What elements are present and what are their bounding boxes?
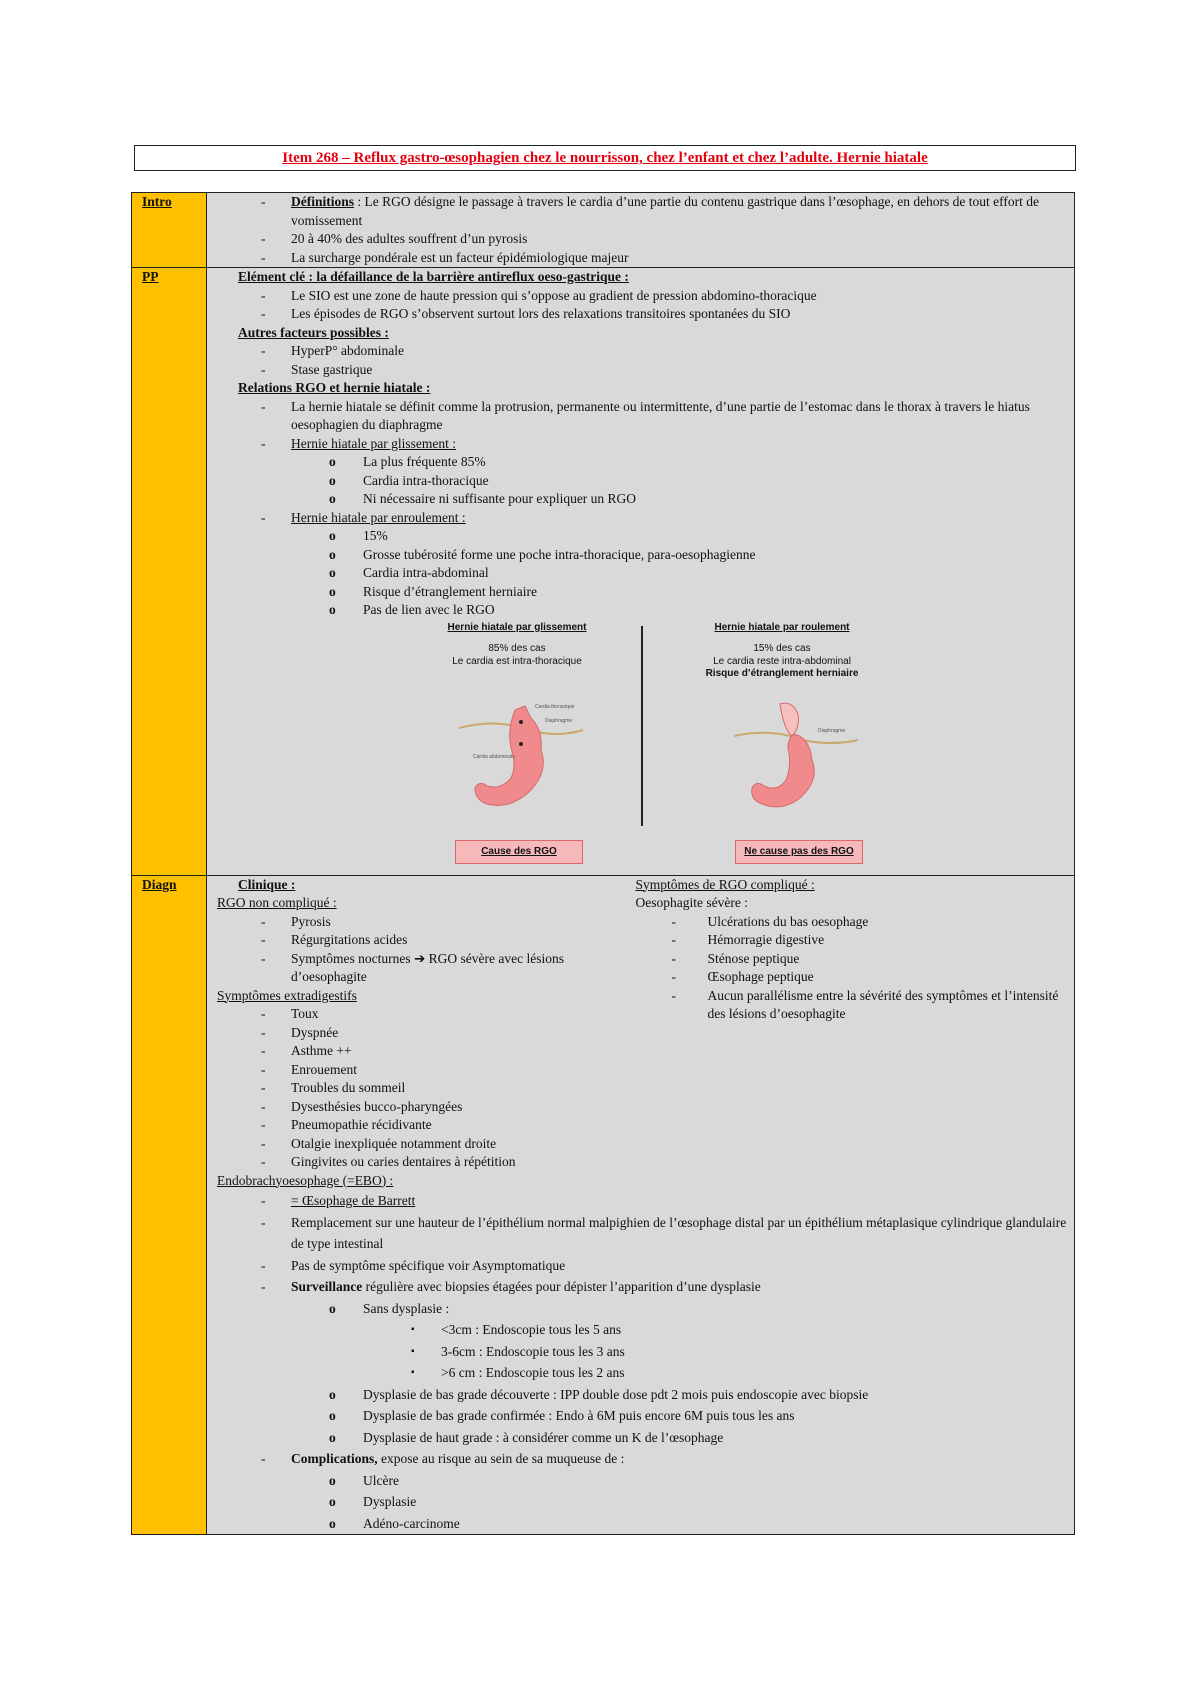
list-item (207, 193, 1074, 230)
stomach-rolling-illustration (732, 700, 862, 820)
list-item: - Régurgitations acides (207, 931, 636, 950)
stomach-sliding-illustration (457, 700, 587, 820)
key-heading: Elément clé : la défaillance de la barrière antireflux oeso-gastrique : (238, 269, 629, 284)
course-table (131, 192, 1075, 1535)
complications-term: Complications, (291, 1451, 378, 1466)
list-item: - Symptômes nocturnes ➔ RGO sévère avec lésions d’oesophagite (207, 950, 636, 987)
list-item: - Le SIO est une zone de haute pression qui s’oppose au gradient de pression abdomino-thoracique (207, 287, 1074, 306)
content-intro (207, 193, 1075, 268)
non-complique-heading: RGO non compliqué : (217, 895, 337, 910)
diagram-label-cardia-abdominale: Cardia abdominale (473, 753, 515, 760)
diagram-label-diaphragme-right: Diaphragme (818, 727, 846, 734)
list-item: ▪ <3cm : Endoscopie tous les 5 ans (207, 1319, 1074, 1341)
list-item: o Ni nécessaire ni suffisante pour expliquer un RGO (207, 490, 1074, 509)
list-item: o Cardia intra-abdominal (207, 564, 1074, 583)
list-item: - Dyspnée (207, 1024, 636, 1043)
list-item: - Ulcérations du bas oesophage (636, 913, 1074, 932)
left-diagram-caption (432, 622, 602, 669)
right-diagram-desc: Le cardia reste intra-abdominal (713, 655, 851, 667)
right-diagram-risk: Risque d’étranglement herniaire (705, 668, 859, 679)
list-item (207, 1190, 1074, 1212)
hiatal-hernia-diagram (207, 622, 1074, 875)
list-item: o Dysplasie (207, 1491, 1074, 1513)
list-item: - Remplacement sur une hauteur de l’épithélium normal malpighien de l’œsophage distal par un épithélium métaplasique cylindrique glandulaire de type intestinal (207, 1212, 1074, 1255)
enroulement-title: Hernie hiatale par enroulement : (291, 509, 466, 525)
list-item: o Dysplasie de bas grade confirmée : Endo à 6M puis encore 6M puis tous les ans (207, 1405, 1074, 1427)
oesophagite-heading: Oesophagite sévère : (635, 895, 748, 910)
clinique-heading: Clinique : (238, 876, 296, 892)
list-item: - Pas de symptôme spécifique voir Asymptomatique (207, 1255, 1074, 1277)
diagram-label-diaphragme-left: Diaphragme (545, 717, 573, 724)
cause-rgo-pill: Cause des RGO (455, 840, 583, 864)
list-item: o Dysplasie de bas grade découverte : IPP double dose pdt 2 mois puis endoscopie avec biopsie (207, 1384, 1074, 1406)
list-item: o La plus fréquente 85% (207, 453, 1074, 472)
definition-term: Définitions (291, 194, 355, 209)
surveillance-term: Surveillance (291, 1279, 363, 1294)
list-item: ▪ 3-6cm : Endoscopie tous les 3 ans (207, 1341, 1074, 1363)
list-item (207, 509, 1074, 528)
list-item: - Pneumopathie récidivante (207, 1116, 636, 1135)
row-intro (132, 193, 1075, 268)
list-item: o 15% (207, 527, 1074, 546)
list-item: o Adéno-carcinome (207, 1513, 1074, 1535)
label-pp: PP (132, 268, 207, 876)
complications-text: expose au risque au sein de sa muqueuse de : (377, 1451, 625, 1466)
right-diagram-title: Hernie hiatale par roulement (714, 621, 850, 633)
list-item (207, 435, 1074, 454)
no-cause-rgo-pill: Ne cause pas des RGO (735, 840, 863, 864)
list-item (207, 1448, 1074, 1470)
right-diagram-caption (682, 622, 882, 681)
list-item: - Sténose peptique (636, 950, 1074, 969)
list-item: - La surcharge pondérale est un facteur épidémiologique majeur (207, 249, 1074, 268)
list-item: o Risque d’étranglement herniaire (207, 583, 1074, 602)
list-item: - Enrouement (207, 1061, 636, 1080)
content-pp (207, 268, 1075, 876)
list-item: o Ulcère (207, 1470, 1074, 1492)
list-item: o Cardia intra-thoracique (207, 472, 1074, 491)
list-item: - La hernie hiatale se définit comme la protrusion, permanente ou intermittente, d’une partie de l’estomac dans le thorax à travers le hiatus oesophagien du diaphragme (207, 398, 1074, 435)
barrett-label: = Œsophage de Barrett (291, 1193, 416, 1208)
list-item: o Sans dysplasie : (207, 1298, 1074, 1320)
list-item: - Dysesthésies bucco-pharyngées (207, 1098, 636, 1117)
diagn-left-column (207, 876, 636, 1172)
list-item: - Troubles du sommeil (207, 1079, 636, 1098)
diagram-divider (641, 626, 643, 826)
other-factors-heading: Autres facteurs possibles : (238, 324, 389, 340)
left-diagram-desc: Le cardia est intra-thoracique (452, 655, 582, 667)
label-diagn: Diagn (132, 875, 207, 1535)
list-item: - Stase gastrique (207, 361, 1074, 380)
relations-heading: Relations RGO et hernie hiatale : (238, 380, 431, 395)
extradigestifs-heading: Symptômes extradigestifs (217, 987, 357, 1003)
ebo-heading: Endobrachyoesophage (=EBO) : (217, 1172, 394, 1188)
list-item: - Pyrosis (207, 913, 636, 932)
diagn-right-column (636, 876, 1074, 1172)
label-intro: Intro (132, 193, 207, 268)
diagn-columns (207, 876, 1074, 1172)
page-title: Item 268 – Reflux gastro-œsophagien chez le nourrisson, chez l’enfant et chez l’adulte. Hernie hiatale (134, 145, 1076, 171)
list-item: - Les épisodes de RGO s’observent surtout lors des relaxations transitoires spontanées du SIO (207, 305, 1074, 324)
list-item: - Gingivites ou caries dentaires à répétition (207, 1153, 636, 1172)
list-item (207, 1276, 1074, 1298)
list-item: o Dysplasie de haut grade : à considérer comme un K de l’œsophage (207, 1427, 1074, 1449)
list-item: - Otalgie inexpliquée notamment droite (207, 1135, 636, 1154)
diagram-label-cardia-thoracique: Cardia thoracique (535, 703, 575, 710)
row-pp (132, 268, 1075, 876)
list-item: ▪ >6 cm : Endoscopie tous les 2 ans (207, 1362, 1074, 1384)
list-item: - 20 à 40% des adultes souffrent d’un pyrosis (207, 230, 1074, 249)
list-item: o Pas de lien avec le RGO (207, 601, 1074, 620)
left-diagram-pct: 85% des cas (488, 643, 546, 654)
list-item: - Hémorragie digestive (636, 931, 1074, 950)
content-diagn (207, 875, 1075, 1535)
surveillance-text: régulière avec biopsies étagées pour dépister l’apparition d’une dysplasie (362, 1279, 761, 1294)
glissement-title: Hernie hiatale par glissement : (291, 435, 456, 451)
list-item: - Œsophage peptique (636, 968, 1074, 987)
list-item: o Grosse tubérosité forme une poche intra-thoracique, para-oesophagienne (207, 546, 1074, 565)
list-item: - HyperP° abdominale (207, 342, 1074, 361)
right-diagram-pct: 15% des cas (753, 643, 811, 654)
left-diagram-title: Hernie hiatale par glissement (447, 621, 587, 633)
row-diagn (132, 875, 1075, 1535)
complique-heading: Symptômes de RGO compliqué : (635, 876, 815, 892)
list-item: - Toux (207, 1005, 636, 1024)
list-item: - Asthme ++ (207, 1042, 636, 1061)
definition-text: : Le RGO désigne le passage à travers le cardia d’une partie du contenu gastrique dans l’œsophage, en dehors de tout effort de vomissement (291, 194, 1040, 228)
list-item: - Aucun parallélisme entre la sévérité des symptômes et l’intensité des lésions d’oesophagite (636, 987, 1074, 1024)
